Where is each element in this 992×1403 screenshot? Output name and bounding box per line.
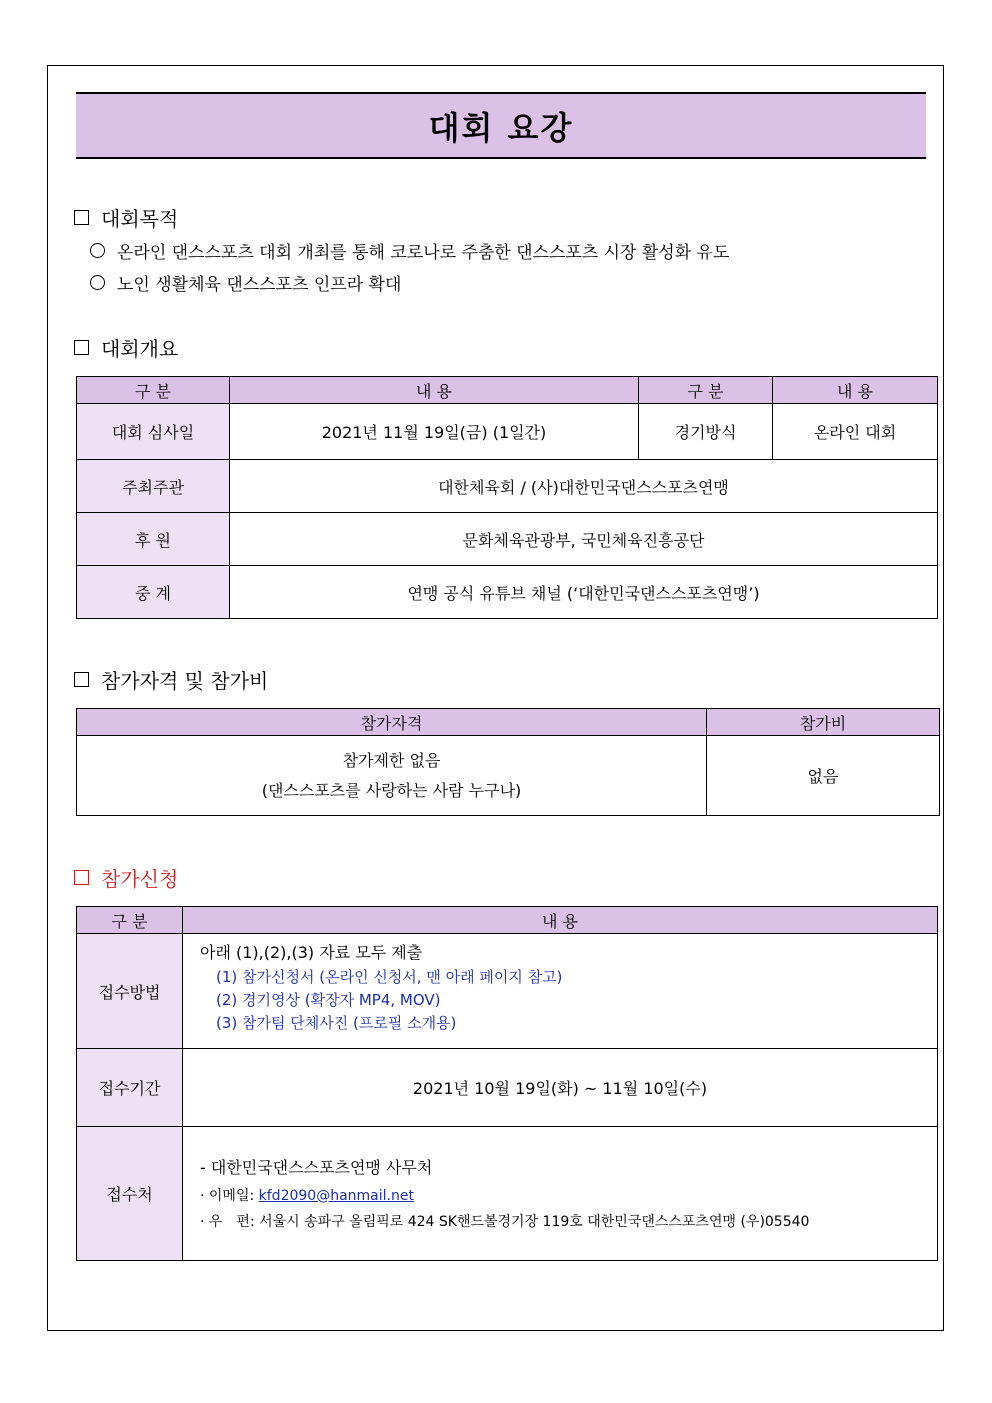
table-header: 구 분	[77, 907, 183, 934]
checkbox-icon	[74, 210, 89, 225]
overview-table	[76, 376, 938, 619]
email-link[interactable]: kfd2090@hanmail.net	[258, 1187, 414, 1204]
checkbox-icon	[74, 870, 89, 885]
table-header: 참가자격	[77, 709, 707, 736]
table-header: 참가비	[707, 709, 940, 736]
method-item: (1) 참가신청서 (온라인 신청서, 맨 아래 페이지 참고)	[216, 968, 563, 986]
table-header: 구 분	[639, 377, 773, 404]
qualification-line: (댄스스포츠를 사랑하는 사람 누구나)	[261, 780, 522, 800]
email-line	[200, 1183, 937, 1209]
competition-method-value: 온라인 대회	[773, 404, 938, 460]
section-purpose-heading: 대회목적	[74, 203, 178, 231]
method-item: (3) 참가팀 단체사진 (프로필 소개용)	[216, 1014, 457, 1032]
table-header-row	[77, 709, 940, 736]
table-row	[77, 1049, 938, 1127]
sponsor-value: 문화체육관광부, 국민체육진흥공단	[230, 513, 938, 566]
method-label: 접수방법	[77, 934, 183, 1049]
method-item: (2) 경기영상 (확장자 MP4, MOV)	[216, 991, 441, 1009]
judging-date-label: 대회 심사일	[77, 404, 230, 460]
eligibility-table	[76, 708, 940, 816]
fee-value: 없음	[707, 736, 940, 816]
purpose-item: 노인 생활체육 댄스스포츠 인프라 확대	[90, 269, 401, 295]
host-label: 주최주관	[77, 460, 230, 513]
checkbox-icon	[74, 672, 89, 687]
qualification-line: 참가제한 없음	[342, 750, 441, 770]
table-header: 내 용	[773, 377, 938, 404]
table-header-row	[77, 907, 938, 934]
table-row	[77, 404, 938, 460]
email-label: · 이메일:	[200, 1187, 259, 1204]
broadcast-value: 연맹 공식 유튜브 채널 (‘대한민국댄스스포츠연맹’)	[230, 566, 938, 619]
post-address: 서울시 송파구 올림픽로 424 SK핸드볼경기장 119호 대한민국댄스스포츠연맹 (우)05540	[259, 1213, 810, 1230]
table-row	[77, 934, 938, 1049]
purpose-item: 온라인 댄스스포츠 대회 개최를 통해 코로나로 주춤한 댄스스포츠 시장 활성화 유도	[90, 237, 729, 263]
post-label: · 우 편:	[200, 1213, 260, 1230]
table-row	[77, 460, 938, 513]
circle-icon	[90, 243, 105, 258]
table-row	[77, 736, 940, 816]
host-value: 대한체육회 / (사)대한민국댄스스포츠연맹	[230, 460, 938, 513]
period-label: 접수기간	[77, 1049, 183, 1127]
qualification-cell	[77, 736, 707, 816]
section-overview-heading: 대회개요	[74, 333, 178, 361]
table-header: 내 용	[230, 377, 639, 404]
table-row	[77, 513, 938, 566]
method-content	[183, 934, 938, 1049]
circle-icon	[90, 275, 105, 290]
table-header: 구 분	[77, 377, 230, 404]
section-application-heading: 참가신청	[74, 863, 178, 891]
method-intro: 아래 (1),(2),(3) 자료 모두 제출	[200, 943, 423, 962]
broadcast-label: 중 계	[77, 566, 230, 619]
place-label: 접수처	[77, 1127, 183, 1261]
period-value: 2021년 10월 19일(화) ~ 11월 10일(수)	[183, 1049, 938, 1127]
sponsor-label: 후 원	[77, 513, 230, 566]
competition-method-label: 경기방식	[639, 404, 773, 460]
place-content	[183, 1127, 938, 1261]
section-eligibility-heading: 참가자격 및 참가비	[74, 665, 268, 693]
post-line	[200, 1209, 937, 1235]
table-row	[77, 566, 938, 619]
title-bar	[76, 92, 926, 159]
table-row	[77, 1127, 938, 1261]
page-title: 대회 요강	[428, 108, 574, 147]
table-header-row	[77, 377, 938, 404]
checkbox-icon	[74, 340, 89, 355]
application-table	[76, 906, 938, 1261]
table-header: 내 용	[183, 907, 938, 934]
office-name: - 대한민국댄스스포츠연맹 사무처	[200, 1157, 433, 1177]
judging-date-value: 2021년 11월 19일(금) (1일간)	[230, 404, 639, 460]
